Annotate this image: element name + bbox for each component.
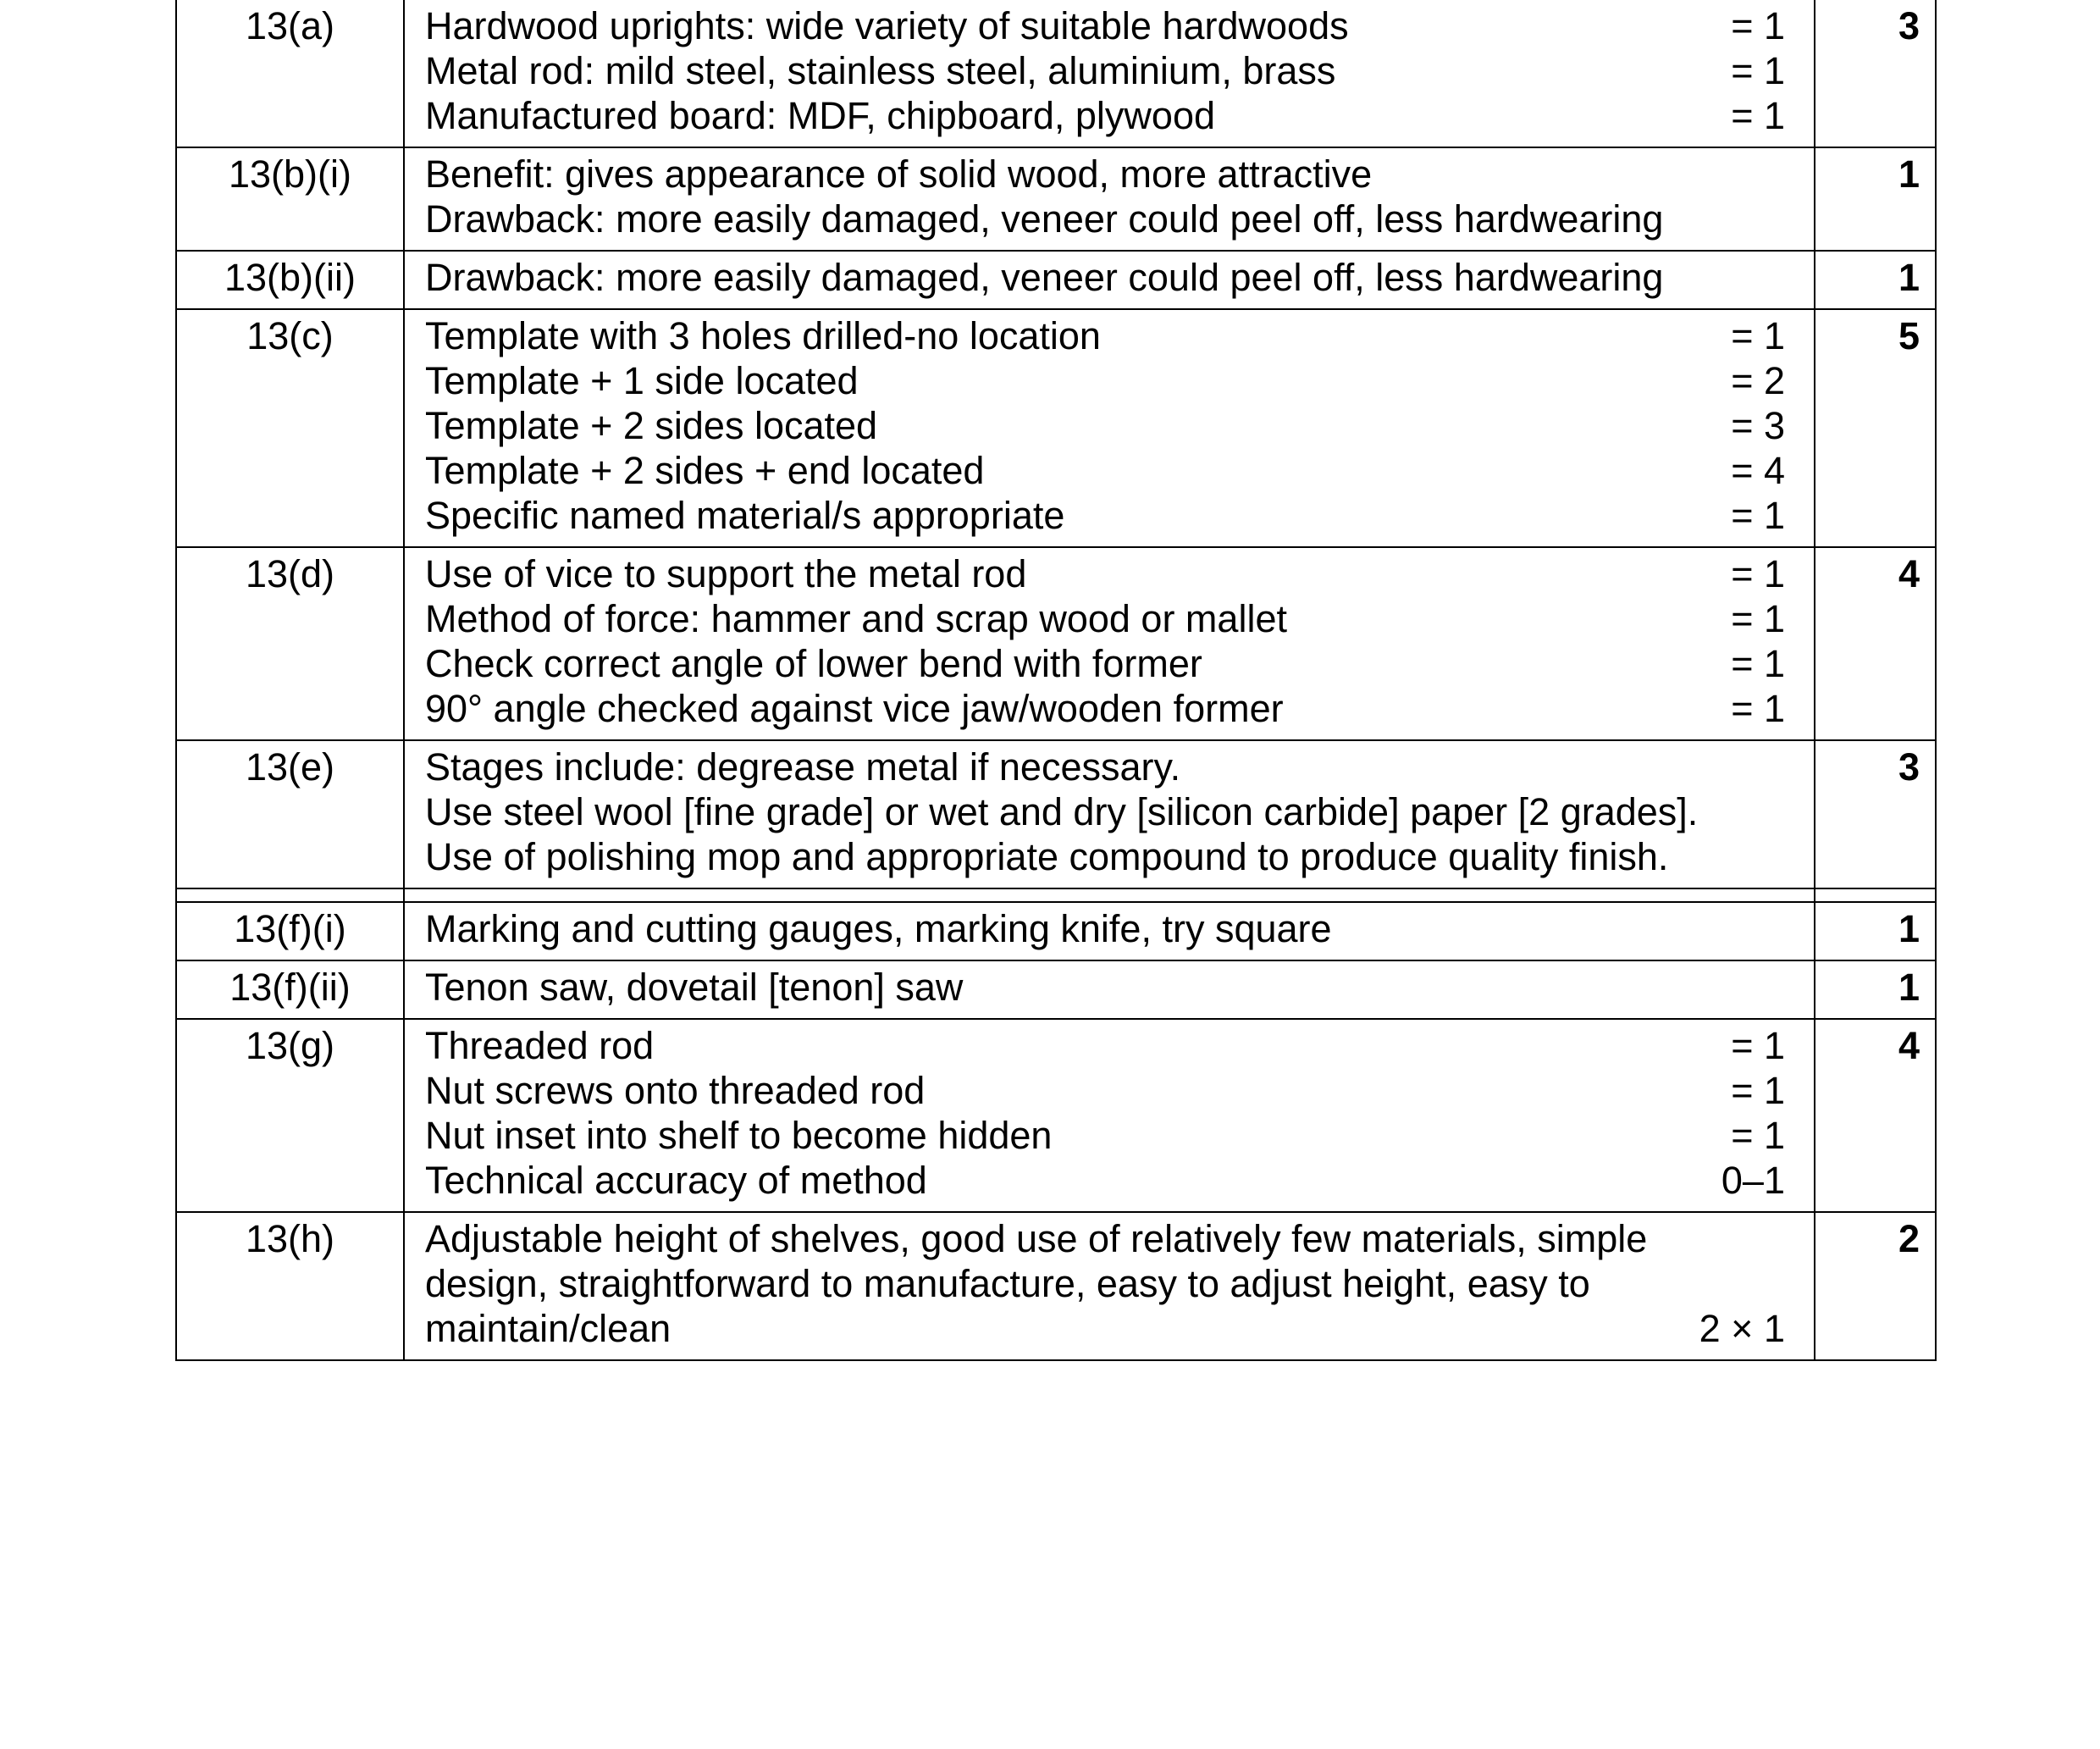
answer-cell [404, 740, 1815, 888]
answer-text: Drawback: more easily damaged, veneer could peel off, less hardwearing [425, 256, 1664, 299]
table-spacer-row [176, 888, 1936, 902]
mark-allocation: = 1 [1731, 94, 1785, 137]
answer-line [425, 1113, 1785, 1158]
table-row [176, 147, 1936, 251]
answer-cell [404, 147, 1815, 251]
answer-line [425, 641, 1785, 686]
answer-line [425, 834, 1785, 879]
answer-cell [404, 1019, 1815, 1212]
spacer-cell [176, 888, 404, 902]
answer-line [425, 152, 1785, 196]
answer-line [425, 313, 1785, 358]
answer-line [425, 255, 1785, 300]
answer-text: Check correct angle of lower bend with former [425, 642, 1202, 685]
answer-line [425, 493, 1785, 538]
answer-line [425, 906, 1785, 951]
answer-cell [404, 251, 1815, 309]
answer-text: Method of force: hammer and scrap wood or mallet [425, 597, 1287, 640]
answer-text: Metal rod: mild steel, stainless steel, aluminium, brass [425, 49, 1336, 92]
answer-cell [404, 902, 1815, 960]
answer-text: Template + 2 sides located [425, 404, 878, 447]
question-number: 13(a) [176, 0, 404, 147]
mark-allocation: = 1 [1731, 1069, 1785, 1112]
table-row [176, 251, 1936, 309]
answer-text: Marking and cutting gauges, marking knife, try square [425, 907, 1332, 950]
table-row [176, 1019, 1936, 1212]
marks-total: 5 [1815, 309, 1936, 547]
answer-text: Template + 1 side located [425, 359, 859, 402]
answer-text: Threaded rod [425, 1024, 655, 1067]
mark-scheme-table [175, 0, 1937, 1361]
mark-allocation: 0–1 [1721, 1159, 1785, 1202]
table-row [176, 740, 1936, 888]
mark-allocation: = 1 [1731, 49, 1785, 92]
mark-allocation: = 1 [1731, 597, 1785, 640]
marks-total: 1 [1815, 147, 1936, 251]
question-number: 13(h) [176, 1212, 404, 1360]
marks-total: 3 [1815, 740, 1936, 888]
answer-text: Template with 3 holes drilled-no location [425, 314, 1101, 357]
answer-text: Use of polishing mop and appropriate compound to produce quality finish. [425, 835, 1669, 878]
answer-text: Manufactured board: MDF, chipboard, plywood [425, 94, 1216, 137]
mark-allocation: = 1 [1731, 494, 1785, 537]
mark-allocation: = 3 [1731, 404, 1785, 447]
mark-allocation: = 1 [1731, 1024, 1785, 1067]
answer-text: Specific named material/s appropriate [425, 494, 1065, 537]
answer-cell [404, 0, 1815, 147]
question-number: 13(b)(ii) [176, 251, 404, 309]
answer-text: Drawback: more easily damaged, veneer could peel off, less hardwearing [425, 197, 1664, 241]
answer-line [425, 686, 1785, 731]
marks-total: 1 [1815, 960, 1936, 1019]
marks-total: 1 [1815, 251, 1936, 309]
answer-cell [404, 1212, 1815, 1360]
answer-text: Template + 2 sides + end located [425, 449, 985, 492]
mark-allocation: = 1 [1731, 4, 1785, 47]
mark-allocation: = 1 [1731, 552, 1785, 595]
answer-line [425, 789, 1785, 834]
question-number: 13(f)(i) [176, 902, 404, 960]
answer-cell [404, 960, 1815, 1019]
marks-total: 4 [1815, 1019, 1936, 1212]
answer-text: 90° angle checked against vice jaw/wooden former [425, 687, 1284, 730]
answer-line [425, 403, 1785, 448]
answer-text: Tenon saw, dovetail [tenon] saw [425, 966, 964, 1009]
answer-text: Use steel wool [fine grade] or wet and dry [silicon carbide] paper [2 grades]. [425, 790, 1699, 833]
answer-paragraph: Adjustable height of shelves, good use of relatively few materials, simple design, straightforward to manufacture, easy to adjust height, easy to maintain/clean [425, 1217, 1648, 1350]
answer-line [425, 196, 1785, 241]
marks-total: 3 [1815, 0, 1936, 147]
answer-cell [404, 309, 1815, 547]
marks-total: 4 [1815, 547, 1936, 740]
answer-text: Hardwood uprights: wide variety of suitable hardwoods [425, 4, 1349, 47]
table-row [176, 0, 1936, 147]
table-row [176, 960, 1936, 1019]
answer-line [425, 744, 1785, 789]
answer-line [425, 1068, 1785, 1113]
mark-allocation: = 1 [1731, 687, 1785, 730]
table-row [176, 902, 1936, 960]
spacer-cell [404, 888, 1815, 902]
marks-total: 1 [1815, 902, 1936, 960]
answer-text: Stages include: degrease metal if necessary. [425, 745, 1181, 789]
question-number: 13(g) [176, 1019, 404, 1212]
answer-line [425, 1158, 1785, 1203]
answer-line [425, 965, 1785, 1010]
answer-line [425, 358, 1785, 403]
question-number: 13(f)(ii) [176, 960, 404, 1019]
answer-text: Nut inset into shelf to become hidden [425, 1114, 1053, 1157]
answer-text: Use of vice to support the metal rod [425, 552, 1027, 595]
answer-line [425, 1023, 1785, 1068]
answer-cell [404, 547, 1815, 740]
answer-line [425, 3, 1785, 48]
answer-line [425, 551, 1785, 596]
table-row [176, 547, 1936, 740]
mark-allocation: = 4 [1731, 449, 1785, 492]
answer-line [425, 448, 1785, 493]
marks-total: 2 [1815, 1212, 1936, 1360]
mark-allocation: 2 × 1 [1699, 1307, 1785, 1350]
mark-allocation: = 1 [1731, 1114, 1785, 1157]
mark-allocation: = 1 [1731, 642, 1785, 685]
table-row [176, 1212, 1936, 1360]
answer-text: Technical accuracy of method [425, 1159, 927, 1202]
answer-line [425, 48, 1785, 93]
question-number: 13(b)(i) [176, 147, 404, 251]
mark-allocation: = 1 [1731, 314, 1785, 357]
answer-line [425, 93, 1785, 138]
table-row [176, 309, 1936, 547]
question-number: 13(c) [176, 309, 404, 547]
question-number: 13(e) [176, 740, 404, 888]
answer-text: Benefit: gives appearance of solid wood, more attractive [425, 152, 1373, 196]
mark-allocation: = 2 [1731, 359, 1785, 402]
answer-text: Nut screws onto threaded rod [425, 1069, 926, 1112]
answer-line [425, 596, 1785, 641]
spacer-cell [1815, 888, 1936, 902]
question-number: 13(d) [176, 547, 404, 740]
